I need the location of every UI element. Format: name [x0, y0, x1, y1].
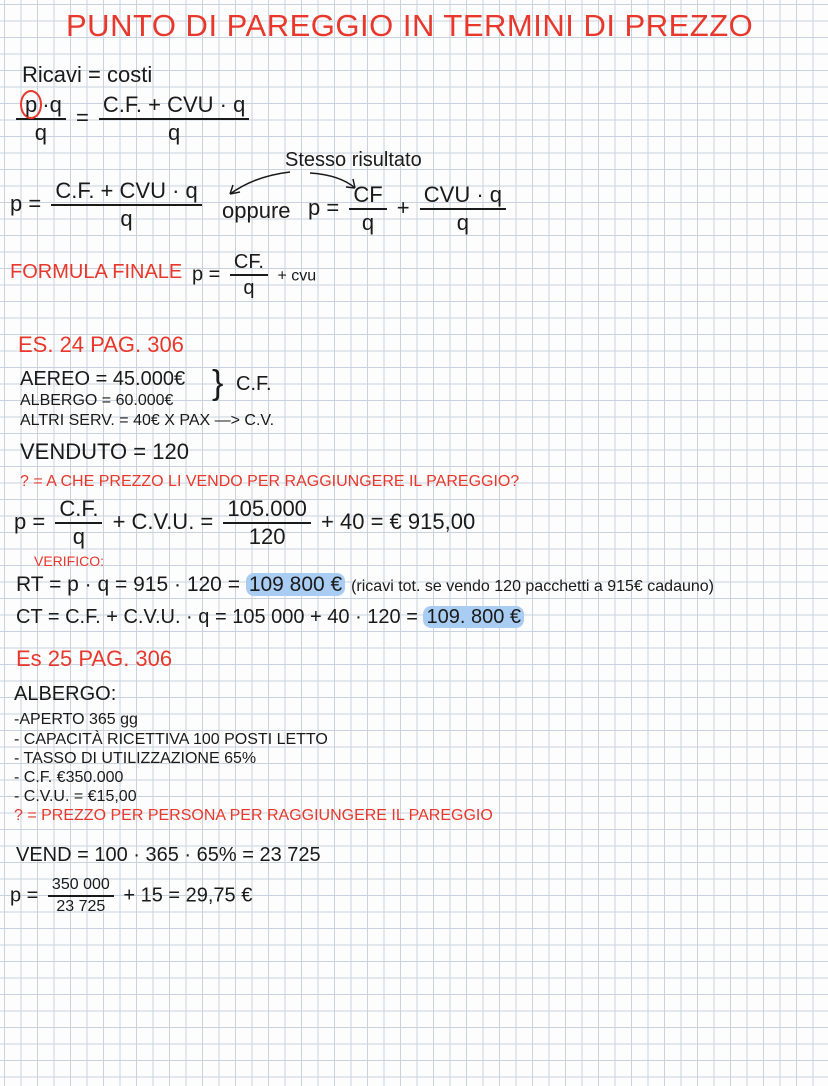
- aereo: AEREO = 45.000€: [20, 368, 186, 390]
- venduto: VENDUTO = 120: [20, 439, 189, 464]
- eq3-num2: CVU · q: [420, 184, 506, 210]
- circled-p: p: [20, 90, 42, 119]
- eq1-left: [16, 94, 66, 144]
- equation-2: [10, 180, 206, 230]
- equation-1: [12, 94, 253, 144]
- cf-label: C.F.: [236, 373, 272, 395]
- rt-expr: RT = p · q = 915 · 120 =: [16, 573, 240, 596]
- stesso-risultato-note: Stesso risultato: [285, 149, 422, 171]
- albergo-label: ALBERGO:: [14, 683, 117, 705]
- calc-end: + 40 = € 915,00: [321, 508, 476, 534]
- es25-calc-end: + 15 = 29,75 €: [123, 884, 253, 907]
- equation-3: [308, 184, 510, 234]
- albergo-cost: ALBERGO = 60.000€: [20, 392, 174, 409]
- eq1-den: q: [168, 120, 181, 145]
- calc-den1: q: [72, 524, 86, 549]
- es24-question: ? = A CHE PREZZO LI VENDO PER RAGGIUNGERE IL PAREGGIO?: [20, 473, 520, 490]
- es25-item: - C.F. €350.000: [14, 769, 124, 786]
- eq1-left-rest: ·q: [42, 92, 62, 117]
- es25-heading: Es 25 PAG. 306: [16, 646, 173, 671]
- eq1-right: [99, 94, 249, 144]
- ff-rest: + cvu: [277, 267, 317, 285]
- eq3-plus: +: [396, 194, 410, 220]
- brace-icon: }: [212, 364, 224, 402]
- es25-calc-p: p =: [10, 884, 39, 907]
- rt-note: (ricavi tot. se vendo 120 pacchetti a 915€ cadauno): [351, 578, 714, 595]
- calc-p: p =: [14, 508, 46, 534]
- rt-highlight: 109 800 €: [246, 573, 345, 596]
- eq1-num: C.F. + CVU · q: [99, 94, 249, 120]
- eq2-den: q: [120, 206, 133, 231]
- verifico-label: VERIFICO:: [34, 553, 105, 569]
- page-title: PUNTO DI PAREGGIO IN TERMINI DI PREZZO: [66, 8, 754, 43]
- es24-heading: ES. 24 PAG. 306: [18, 332, 184, 357]
- eq2-p: p =: [10, 190, 42, 216]
- es25-item: - TASSO DI UTILIZZAZIONE 65%: [14, 750, 257, 767]
- formula-finale-label: FORMULA FINALE: [10, 261, 183, 283]
- ricavi-costi: Ricavi = costi: [22, 62, 153, 87]
- altri-servizi: ALTRI SERV. = 40€ X PAX —> C.V.: [20, 412, 275, 429]
- eq3-den1: q: [361, 210, 375, 235]
- ct-expr: CT = C.F. + C.V.U. · q = 105 000 + 40 · 120 =: [16, 606, 418, 628]
- eq1-left-den: q: [34, 120, 48, 145]
- rt-line: [16, 574, 714, 595]
- calc-num1: C.F.: [55, 498, 102, 524]
- es25-calc-num: 350 000: [48, 877, 114, 897]
- ff-num: CF.: [230, 252, 268, 276]
- ct-line: [16, 607, 524, 627]
- calc-mid: + C.V.U. =: [112, 508, 214, 534]
- es25-question: ? = PREZZO PER PERSONA PER RAGGIUNGERE IL PAREGGIO: [14, 807, 493, 824]
- calc-den2: 120: [248, 524, 286, 549]
- calc-num2: 105.000: [223, 498, 311, 524]
- es25-item: -APERTO 365 gg: [14, 711, 138, 728]
- eq3-num1: CF: [349, 184, 386, 210]
- eq3-den2: q: [456, 210, 470, 235]
- formula-finale: [192, 252, 316, 298]
- vend-calc: VEND = 100 · 365 · 65% = 23 725: [16, 844, 321, 866]
- es25-calc-den: 23 725: [56, 898, 106, 915]
- es25-item: - CAPACITÀ RICETTIVA 100 POSTI LETTO: [14, 731, 328, 748]
- ff-den: q: [243, 277, 255, 299]
- es25-calc: [10, 877, 252, 915]
- equals-sign: =: [75, 104, 89, 130]
- oppure: oppure: [222, 198, 291, 223]
- eq3-p: p =: [308, 194, 340, 220]
- eq2-num: C.F. + CVU · q: [51, 180, 201, 206]
- es24-calc: [14, 498, 475, 548]
- ct-highlight: 109. 800 €: [423, 606, 524, 628]
- ff-p: p =: [192, 263, 221, 286]
- es25-item: - C.V.U. = €15,00: [14, 788, 137, 805]
